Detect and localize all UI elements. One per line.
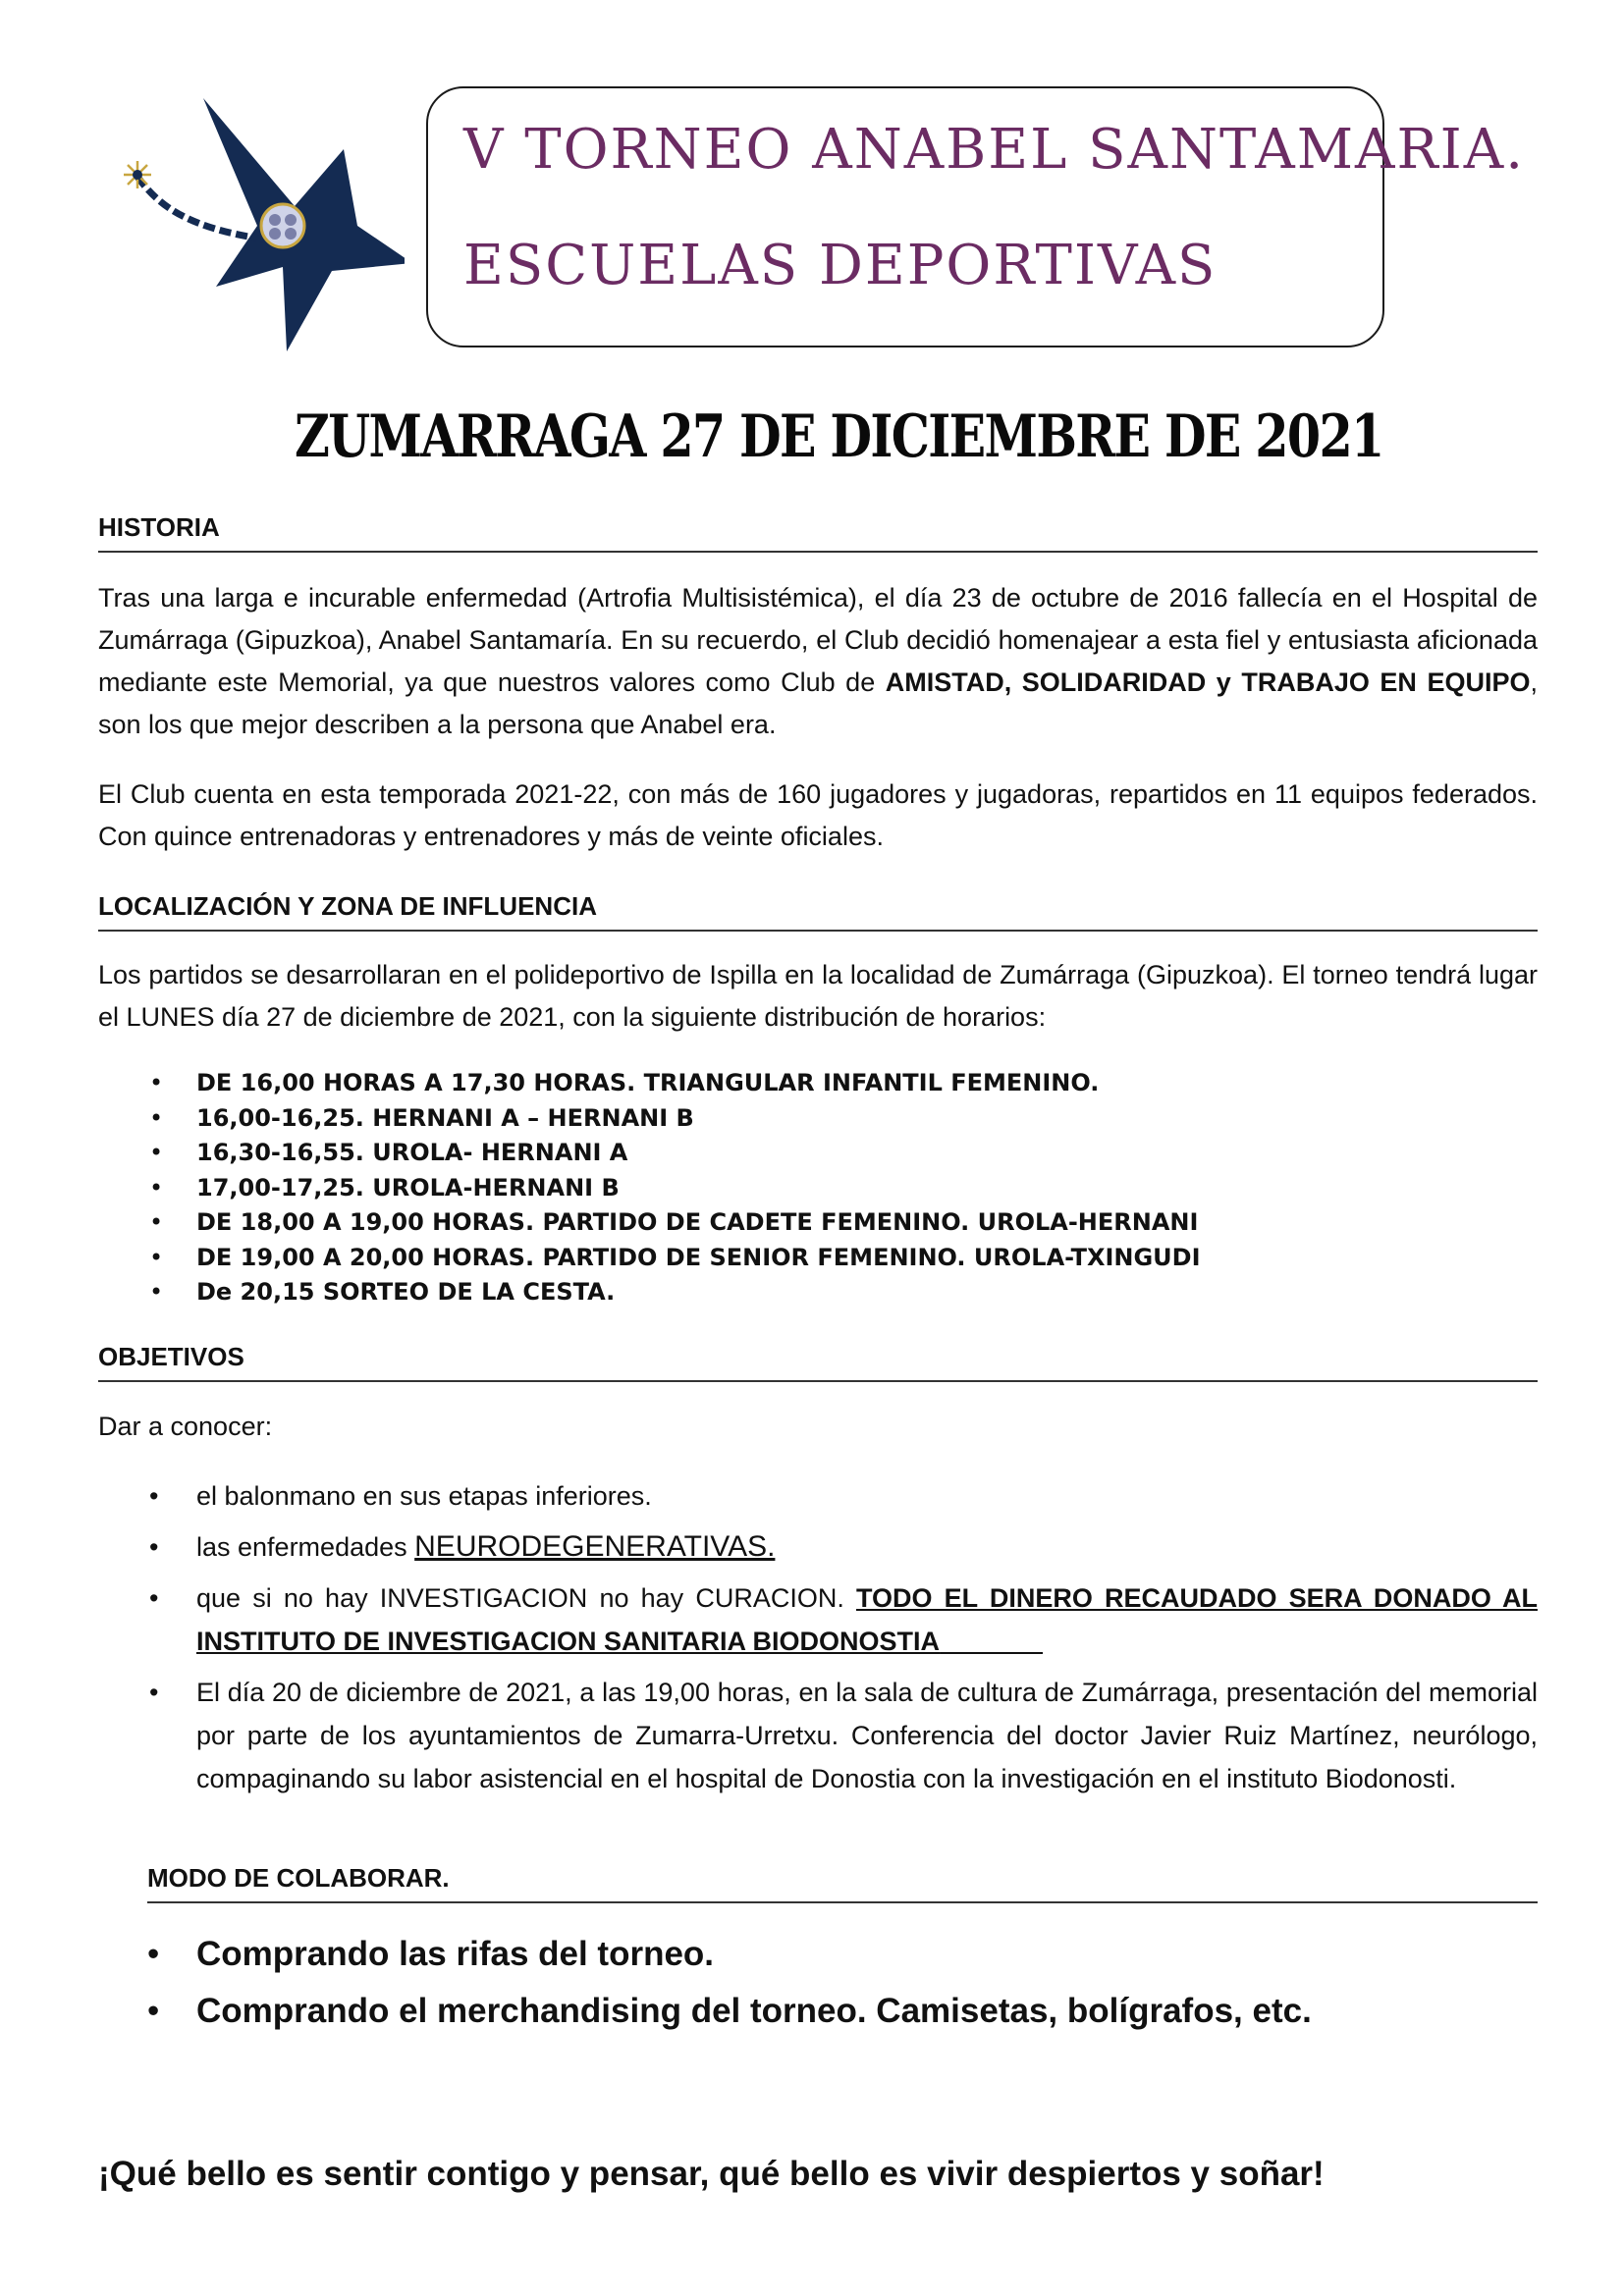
schedule-item: • 17,00-17,25. UROLA-HERNANI B — [196, 1171, 1201, 1206]
schedule-item: • DE 18,00 A 19,00 HORAS. PARTIDO DE CADETE FEMENINO. UROLA-HERNANI — [196, 1205, 1201, 1241]
schedule-item: • De 20,15 SORTEO DE LA CESTA. — [196, 1275, 1201, 1310]
handball-icon — [261, 204, 304, 247]
club-values: AMISTAD, SOLIDARIDAD y TRABAJO EN EQUIPO — [885, 667, 1531, 697]
colaborar-item: • Comprando el merchandising del torneo. Camisetas, bolígrafos, etc. — [196, 1983, 1312, 2040]
colaborar-item: • Comprando las rifas del torneo. — [196, 1926, 1312, 1983]
schedule-list — [196, 1066, 1201, 1310]
objetivo-item: • las enfermedades NEURODEGENERATIVAS. — [196, 1525, 1538, 1569]
title-box — [426, 86, 1526, 347]
schedule-item: • 16,00-16,25. HERNANI A – HERNANI B — [196, 1101, 1201, 1137]
objetivo-item: • El día 20 de diciembre de 2021, a las 19,00 horas, en la sala de cultura de Zumárraga, presentación del memorial por parte de los ayuntamientos de Zumarra-Urretxu. Conferencia del doctor Javier Ruiz Martínez, neurólogo, compaginando su labor asistencial en el hospital de Donostia con la investigación en el instituto Biodonosti. — [196, 1671, 1538, 1800]
localizacion-heading: LOCALIZACIÓN Y ZONA DE INFLUENCIA — [98, 891, 1538, 932]
objetivos-intro: Dar a conocer: — [98, 1412, 273, 1441]
star-logo — [110, 59, 405, 353]
schedule-item: • 16,30-16,55. UROLA- HERNANI A — [196, 1136, 1201, 1171]
colaborar-heading: MODO DE COLABORAR. — [147, 1863, 1538, 1903]
localizacion-paragraph: Los partidos se desarrollaran en el polideportivo de Ispilla en la localidad de Zumárraga (Gipuzkoa). El torneo tendrá lugar el LUNES día 27 de diciembre de 2021, con la siguiente distribución de horarios: — [98, 960, 1538, 1032]
historia-heading: HISTORIA — [98, 512, 1538, 553]
objetivos-list — [196, 1474, 1538, 1800]
objetivos-heading: OBJETIVOS — [98, 1342, 1538, 1382]
schedule-item: • DE 19,00 A 20,00 HORAS. PARTIDO DE SENIOR FEMENINO. UROLA-TXINGUDI — [196, 1241, 1201, 1276]
tournament-subtitle: ESCUELAS DEPORTIVAS — [463, 234, 1218, 297]
date-heading: ZUMARRAGA 27 DE DICIEMBRE DE 2021 — [295, 402, 1383, 471]
schedule-item: • DE 16,00 HORAS A 17,30 HORAS. TRIANGULAR INFANTIL FEMENINO. — [196, 1066, 1201, 1101]
objetivo-item: • el balonmano en sus etapas inferiores. — [196, 1474, 1538, 1518]
historia-paragraph-2: El Club cuenta en esta temporada 2021-22, con más de 160 jugadores y jugadoras, repartidos en 11 equipos federados. Con quince entrenadoras y entrenadores y más de veinte oficiales. — [98, 779, 1538, 851]
colaborar-list — [196, 1926, 1312, 2040]
tournament-title: V TORNEO ANABEL SANTAMARIA. — [463, 118, 1526, 182]
closing-quote: ¡Qué bello es sentir contigo y pensar, qué bello es vivir despiertos y soñar! — [98, 2155, 1325, 2193]
historia-paragraph-1: Tras una larga e incurable enfermedad (Artrofia Multisistémica), el día 23 de octubre de 2016 fallecía en el Hospital de Zumárraga (Gipuzkoa), Anabel Santamaría. En su recuerdo, el Club decidió homenajear a esta fiel y entusiasta aficionada mediante este Memorial, ya que nuestros valores como Club de AMISTAD, SOLIDARIDAD y TRABAJO EN EQUIPO, son los que mejor describen a la persona que Anabel era. — [98, 583, 1538, 739]
objetivo-item: • que si no hay INVESTIGACION no hay CURACION. TODO EL DINERO RECAUDADO SERA DONADO AL INSTITUTO DE INVESTIGACION SANITARIA BIODONOSTIA — [196, 1576, 1538, 1663]
